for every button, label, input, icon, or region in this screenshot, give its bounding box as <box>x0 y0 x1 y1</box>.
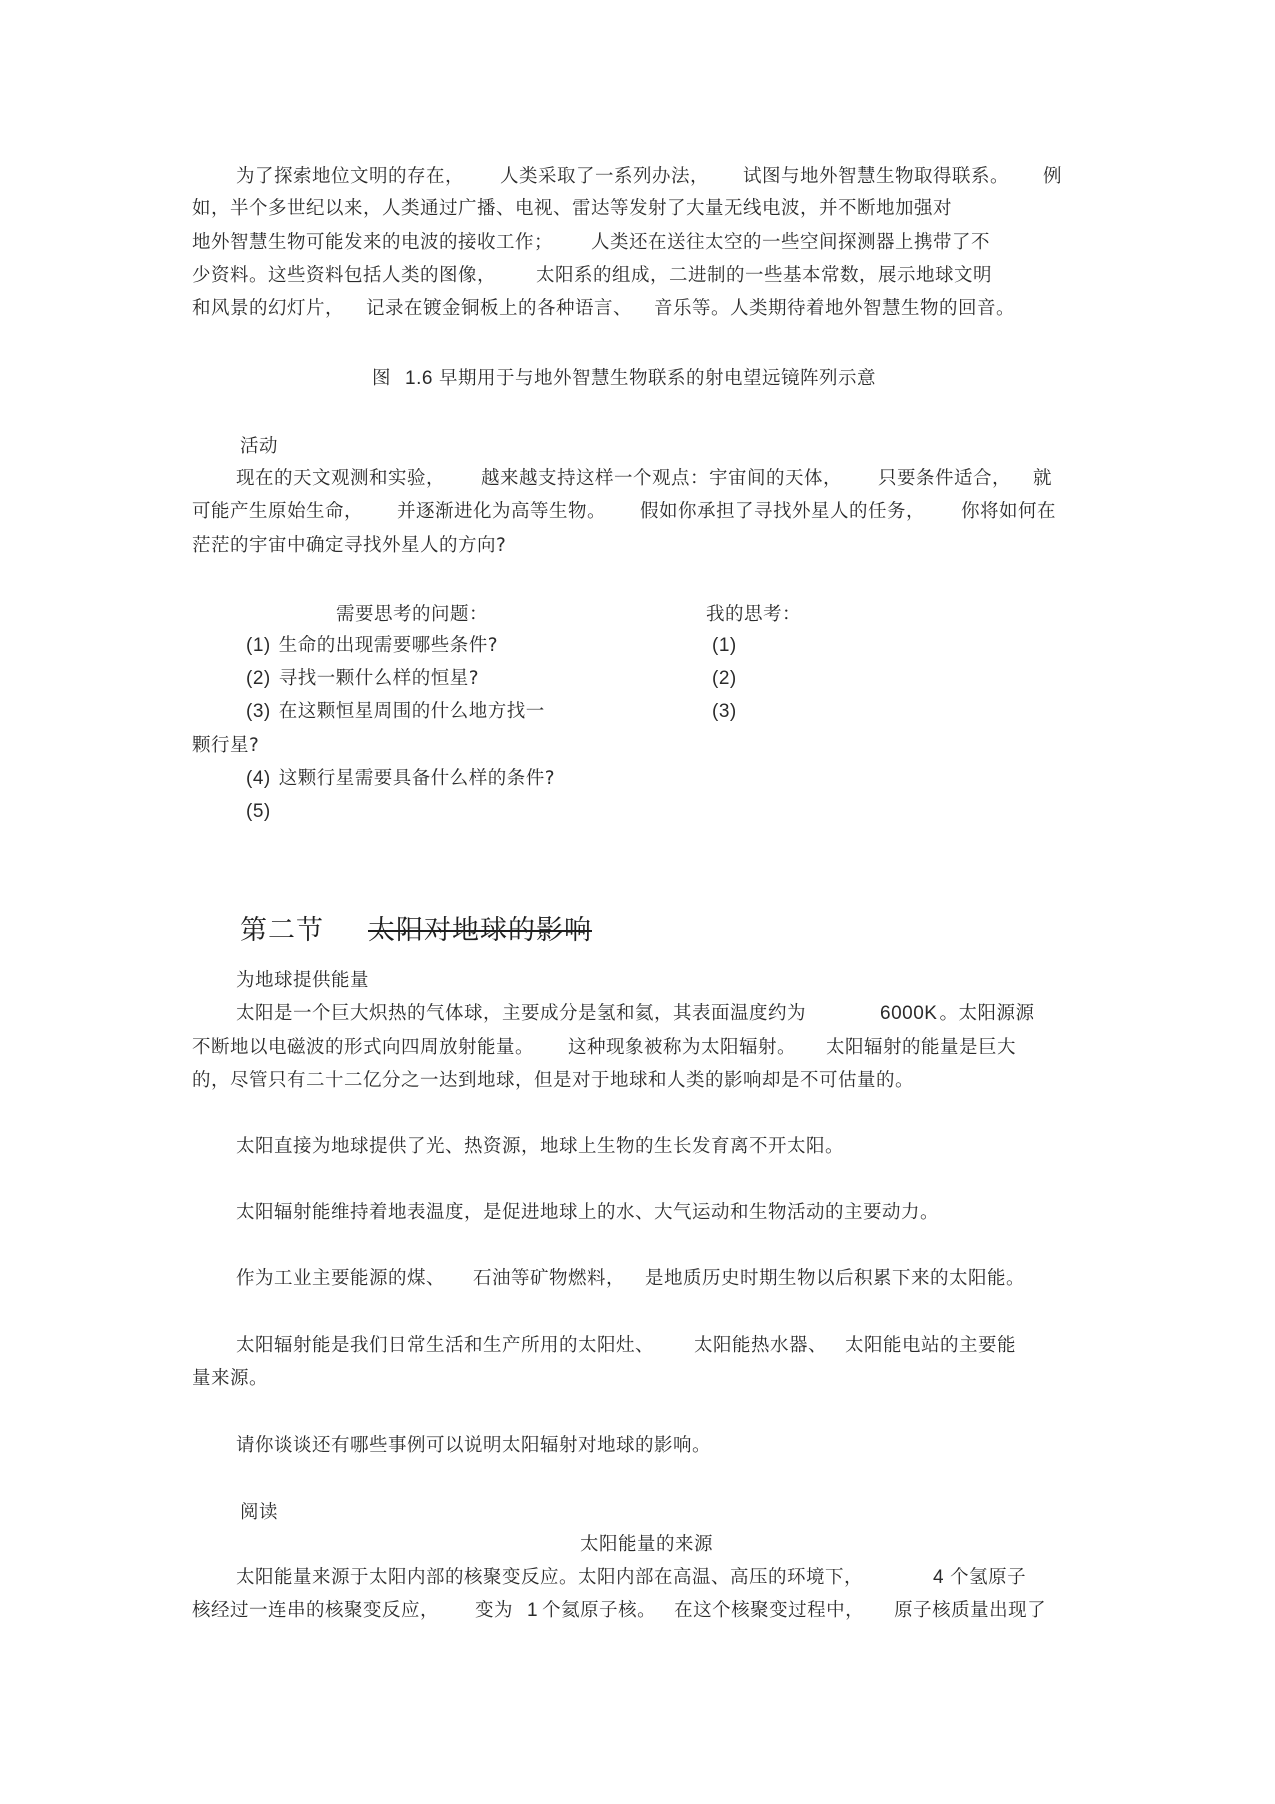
text-run: 记录在镀金铜板上的各种语言、 <box>366 298 633 319</box>
intro-line-3 <box>192 231 990 255</box>
activity-label: 活动 <box>240 436 279 457</box>
text-run: 太阳辐射的能量是巨大 <box>826 1037 1017 1058</box>
text-run: 你将如何在 <box>961 501 1057 522</box>
text-run: 石油等矿物燃料， <box>473 1268 626 1289</box>
question-text: 这颗行星需要具备什么样的条件? <box>278 768 556 789</box>
text-run: 。太阳源源 <box>939 1003 1035 1024</box>
question-item <box>246 767 555 791</box>
reading-title: 太阳能量的来源 <box>580 1534 714 1555</box>
text-run: 个氢原子 <box>950 1567 1027 1588</box>
text-run: 太阳能电站的主要能 <box>845 1335 1017 1356</box>
text-run: 太阳系的组成，二进制的一些基本常数，展示地球文明 <box>536 265 993 286</box>
energy-p3: 太阳辐射能维持着地表温度，是促进地球上的水、大气运动和生物活动的主要动力。 <box>236 1202 940 1223</box>
text-run: 这种现象被称为太阳辐射。 <box>568 1037 797 1058</box>
intro-line-4 <box>192 264 992 288</box>
energy-p6: 请你谈谈还有哪些事例可以说明太阳辐射对地球的影响。 <box>236 1435 712 1456</box>
energy-p1-line-3: 的，尽管只有二十二亿分之一达到地球，但是对于地球和人类的影响却是不可估量的。 <box>192 1070 915 1091</box>
section-title: 太阳对地球的影响 <box>368 915 592 946</box>
text-run: 不断地以电磁波的形式向四周放射能量。 <box>192 1037 535 1058</box>
text-run: 并逐渐进化为高等生物。 <box>397 501 607 522</box>
text-run: 音乐等。人类期待着地外智慧生物的回音。 <box>654 298 1016 319</box>
thoughts-header: 我的思考： <box>706 604 802 625</box>
text-run: 越来越支持这样一个观点：宇宙间的天体， <box>481 468 843 489</box>
question-item <box>246 700 545 724</box>
text-run: 现在的天文观测和实验， <box>236 468 446 489</box>
caption-text: 早期用于与地外智慧生物联系的射电望远镜阵列示意 <box>438 368 876 389</box>
text-run: 太阳是一个巨大炽热的气体球，主要成分是氢和氦，其表面温度约为 <box>236 1003 807 1024</box>
text-run: 只要条件适合， <box>878 468 1012 489</box>
question-continuation: 颗行星? <box>192 735 260 756</box>
activity-line-1 <box>236 467 1052 491</box>
text-run: 太阳能量来源于太阳内部的核聚变反应。太阳内部在高温、高压的环境下， <box>236 1567 864 1588</box>
question-item <box>246 800 271 824</box>
answer-item <box>712 634 737 658</box>
text-run: 为了探索地位文明的存在， <box>236 166 465 187</box>
text-run: 是地质历史时期生物以后积累下来的太阳能。 <box>645 1268 1026 1289</box>
energy-p4 <box>236 1267 1025 1291</box>
temperature-value: 6000K <box>880 1003 938 1024</box>
text-run: 地外智慧生物可能发来的电波的接收工作； <box>192 232 554 253</box>
figure-caption <box>372 367 876 391</box>
text-run: 试图与地外智慧生物取得联系。 <box>743 166 1010 187</box>
energy-p1-line-1 <box>236 1002 1034 1026</box>
question-number: (4) <box>246 768 271 789</box>
energy-p1-line-2 <box>192 1036 1016 1060</box>
text-run: 个氦原子核。 <box>542 1600 657 1621</box>
energy-p5-line-2: 量来源。 <box>192 1368 269 1389</box>
section-heading <box>240 914 592 948</box>
text-run: 变为 <box>475 1600 514 1621</box>
caption-number: 1.6 <box>405 368 433 389</box>
answer-number: (3) <box>712 701 737 722</box>
energy-p5-line-1 <box>236 1334 1016 1358</box>
energy-subheading: 为地球提供能量 <box>236 970 370 991</box>
text-run: 和风景的幻灯片， <box>192 298 345 319</box>
reading-line-2 <box>192 1599 1046 1623</box>
text-run: 作为工业主要能源的煤、 <box>236 1268 446 1289</box>
question-text: 生命的出现需要哪些条件? <box>278 635 499 656</box>
text-run: 原子核质量出现了 <box>894 1600 1047 1621</box>
text-run: 在这个核聚变过程中， <box>674 1600 865 1621</box>
intro-line-2: 如，半个多世纪以来，人类通过广播、电视、雷达等发射了大量无线电波，并不断地加强对 <box>192 198 953 219</box>
answer-number: (1) <box>712 635 737 656</box>
text-run: 就 <box>1033 468 1053 489</box>
question-number: (2) <box>246 668 271 689</box>
question-text: 在这颗恒星周围的什么地方找一 <box>278 701 545 722</box>
activity-line-2 <box>192 500 1056 524</box>
section-number: 第二节 <box>240 915 324 946</box>
text-run: 太阳辐射能是我们日常生活和生产所用的太阳灶、 <box>236 1335 655 1356</box>
intro-line-1 <box>236 165 1062 189</box>
answer-item <box>712 700 737 724</box>
text-run: 人类采取了一系列办法， <box>500 166 710 187</box>
question-item <box>246 634 498 658</box>
question-number: (5) <box>246 801 271 822</box>
questions-header: 需要思考的问题： <box>336 604 489 625</box>
answer-number: (2) <box>712 668 737 689</box>
text-run: 例 <box>1043 166 1063 187</box>
reading-line-1 <box>236 1566 1026 1590</box>
question-number: (1) <box>246 635 271 656</box>
text-run: 假如你承担了寻找外星人的任务， <box>640 501 926 522</box>
question-number: (3) <box>246 701 271 722</box>
question-item <box>246 667 479 691</box>
caption-prefix: 图 <box>372 368 392 389</box>
reading-label: 阅读 <box>240 1502 279 1523</box>
text-run: 可能产生原始生命， <box>192 501 364 522</box>
activity-line-3: 茫茫的宇宙中确定寻找外星人的方向? <box>192 535 507 556</box>
answer-item <box>712 667 737 691</box>
text-run: 少资料。这些资料包括人类的图像， <box>192 265 497 286</box>
text-run: 人类还在送往太空的一些空间探测器上携带了不 <box>591 232 991 253</box>
text-run: 太阳能热水器、 <box>694 1335 828 1356</box>
number-value: 4 <box>933 1567 945 1588</box>
energy-p2: 太阳直接为地球提供了光、热资源，地球上生物的生长发育离不开太阳。 <box>236 1136 845 1157</box>
number-value: 1 <box>527 1600 539 1621</box>
text-run: 核经过一连串的核聚变反应， <box>192 1600 440 1621</box>
intro-line-5 <box>192 297 1015 321</box>
question-text: 寻找一颗什么样的恒星? <box>278 668 480 689</box>
